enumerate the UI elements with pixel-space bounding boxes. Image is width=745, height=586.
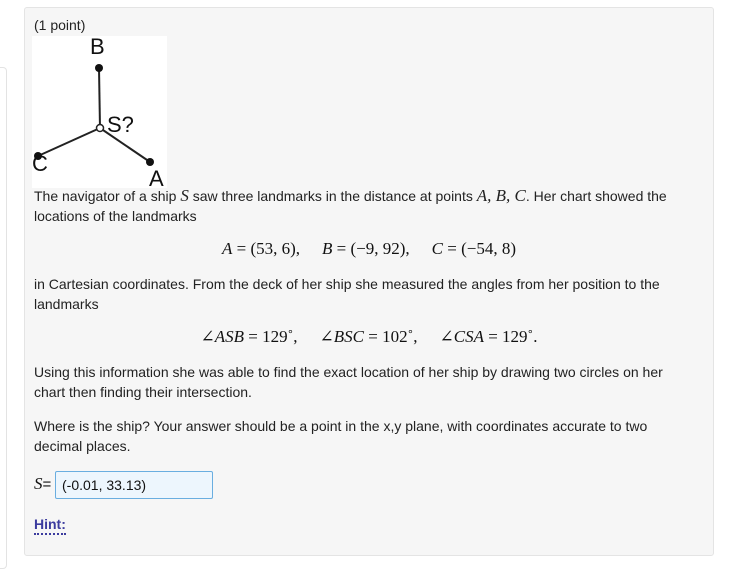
line-s-b xyxy=(99,68,100,128)
intro-paragraph: The navigator of a ship S saw three landmarks in the distance at points A, B, C. Her chart showed the locations of the landmarks xyxy=(34,186,667,224)
landmark-coordinates: A = (53, 6), B = (−9, 92), C = (−54, 8) xyxy=(221,239,517,258)
landmark-vars: A, B, C xyxy=(476,186,526,205)
landmark-diagram xyxy=(32,34,167,191)
point-a xyxy=(146,158,154,166)
ship-var: S xyxy=(180,186,189,205)
measured-angles: ∠ASB = 129˚, ∠BSC = 102˚, ∠CSA = 129˚. xyxy=(200,327,538,346)
side-panel-edge xyxy=(0,67,7,569)
point-b xyxy=(95,64,103,72)
label-c: C xyxy=(32,151,48,176)
hint-link[interactable]: Hint: xyxy=(34,516,66,535)
question-paragraph: Where is the ship? Your answer should be a point in the x,y plane, with coordinates accurate to two decimal places. xyxy=(34,418,648,454)
measurement-paragraph: in Cartesian coordinates. From the deck of her ship she measured the angles from her position to the landmarks xyxy=(34,276,660,312)
label-b: B xyxy=(90,34,105,59)
label-a: A xyxy=(149,166,164,191)
point-s xyxy=(97,125,104,132)
method-paragraph: Using this information she was able to find the exact location of her ship by drawing two circles on her chart then finding their intersection. xyxy=(34,364,663,400)
answer-input[interactable] xyxy=(55,471,213,499)
label-s: S? xyxy=(107,112,134,137)
answer-label: S= xyxy=(34,474,52,493)
point-value: (1 point) xyxy=(34,17,86,33)
